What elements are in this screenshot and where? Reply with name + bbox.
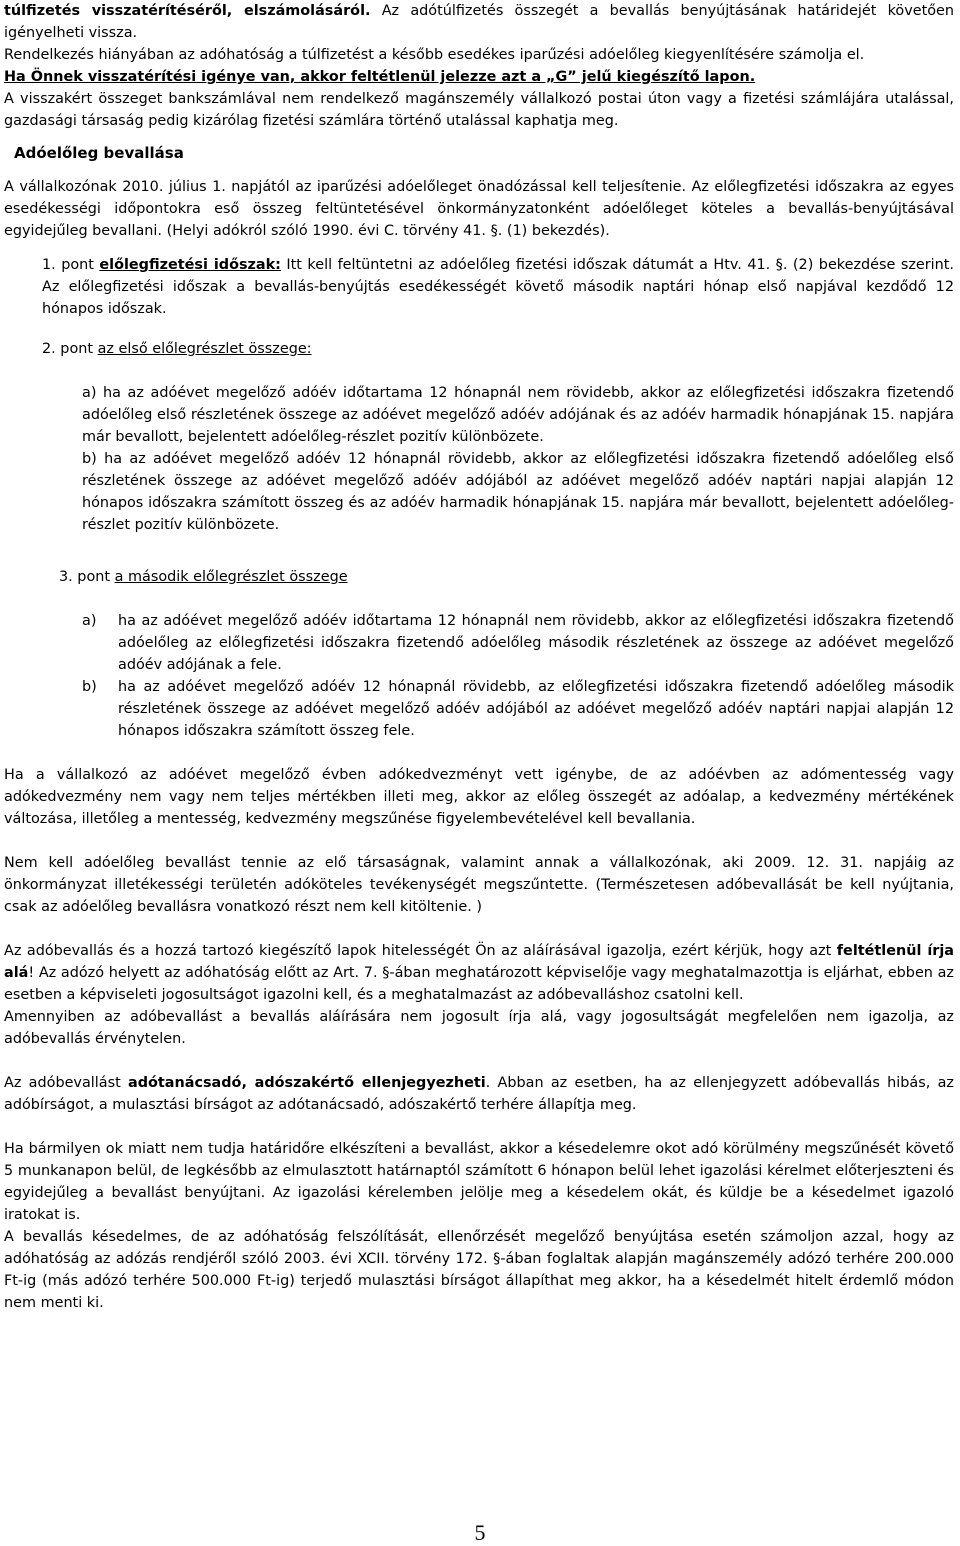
point-3-item-a-text: ha az adóévet megelőző adóév időtartama 12 hónapnál nem rövidebb, akkor az előlegfizetési időszakra fizetendő adóelőleg az előlegfizetési időszakra fizetendő adóelőleg második részletének az összege az adóévet megelőző adóév adójának a fele.	[118, 613, 954, 673]
document-page	[4, 0, 954, 1314]
point-3-item-a	[82, 610, 954, 676]
alairas-bold: feltétlenül írja alá	[4, 943, 954, 981]
point-3-item-b-text: ha az adóévet megelőző adóév 12 hónapnál rövidebb, az előlegfizetési időszakra fizetendő adóelőleg második részletének összege az adóévet megelőző adóév adójából az adóévet megelőző adóév naptári napjai alapján 12 hónapos időszakra számított összeg fele.	[118, 679, 954, 739]
intro-refund-notice: Ha Önnek visszatérítési igénye van, akkor feltétlenül jelezze azt a „G” jelű kiegészítő lapon.	[4, 69, 756, 85]
paragraph-amennyiben: Amennyiben az adóbevallást a bevallás aláírására nem jogosult írja alá, vagy jogosultságát megfelelően nem igazolja, az adóbevallás érvénytelen.	[4, 1009, 954, 1047]
point-3-list	[4, 610, 954, 742]
intro-text: Az adótúlfizetés összegét a bevallás benyújtásának határidejét követően igényelheti vissza.	[4, 3, 954, 41]
point-3-title: a második előlegrészlet összege	[114, 569, 348, 585]
point-2-item-a	[82, 382, 954, 448]
page-number: 5	[474, 1520, 486, 1545]
section-title: Adóelőleg bevallása	[14, 144, 184, 162]
alairas-text-2: ! Az adózó helyett az adóhatóság előtt az Art. 7. §-ában meghatározott képviselője vagy meghatalmazottja is eljárhat, ebben az esetben a képviseleti jogosultságot igazolni kell, és a meghatalmazást az adóbevalláshoz csatolni kell.	[4, 965, 954, 1003]
point-3-item-b	[82, 676, 954, 742]
paragraph-kedvezmeny: Ha a vállalkozó az adóévet megelőző évben adókedvezményt vett igénybe, de az adóévben az adómentesség vagy adókedvezmény nem vagy nem teljes mértékben illeti meg, akkor az előleg összegét az adóalap, a kedvezmény mértékének változása, illetőleg a mentesség, kedvezmény megszűnése figyelembevételével kell bevallania.	[4, 767, 954, 827]
paragraph-birsag: A bevallás késedelmes, de az adóhatóság felszólítását, ellenőrzését megelőző benyújtása esetén számoljon azzal, hogy az adóhatóság az adózás rendjéről szóló 2003. évi XCII. törvény 172. §-ában foglaltak alapján magánszemély adózó terhére 200.000 Ft-ig (más adózó terhére 500.000 Ft-ig) terjedő mulasztási bírságot állapíthat meg akkor, ha a késedelmét hitelt érdemlő módon nem menti ki.	[4, 1229, 954, 1311]
point-2-item-a-text: ha az adóévet megelőző adóév időtartama 12 hónapnál nem rövidebb, akkor az előlegfizetési időszakra fizetendő adóelőleg első részletének összege az adóévet megelőző adóév adójának és az adóév harmadik hónapjának 15. napjára már bevallott, bejelentett adóelőleg-részlet pozitív különbözete.	[82, 385, 954, 445]
point-3-item-a-label: a)	[82, 613, 97, 629]
point-3-number: 3. pont	[59, 569, 115, 585]
point-2-number: 2. pont	[42, 341, 98, 357]
ellenjegyzes-bold: adótanácsadó, adószakértő ellenjegyezheti	[128, 1075, 486, 1091]
paragraph-nem-kell: Nem kell adóelőleg bevallást tennie az elő társaságnak, valamint annak a vállalkozónak, aki 2009. 12. 31. napjáig az önkormányzat illetékességi területén adóköteles tevékenységét megszűntette. (Természetesen adóbevallását be kell nyújtania, csak az adóelőleg bevallásra vonatkozó részt nem kell kitöltenie. )	[4, 855, 954, 915]
ellenjegyzes-text-1: Az adóbevallást	[4, 1075, 128, 1091]
paragraph-ellenjegyzes	[4, 1072, 954, 1116]
point-2-title: az első előlegrészlet összege:	[97, 341, 312, 357]
paragraph-kesedelem: Ha bármilyen ok miatt nem tudja határidőre elkészíteni a bevallást, akkor a késedelemre okot adó körülmény megszűnését követő 5 munkanapon belül, de legkésőbb az elmulasztott határnaptól számított 6 hónapon belül lehet igazolási kérelmet előterjeszteni és egyidejűleg a bevallást benyújtani. Az igazolási kérelemben jelölje meg a késedelem okát, és küldje be a késedelmet igazoló iratokat is.	[4, 1141, 954, 1223]
alairas-text-1: Az adóbevallás és a hozzá tartozó kiegészítő lapok hitelességét Ön az aláírásával igazolja, ezért kérjük, hogy azt	[4, 943, 837, 959]
point-2-item-b-label: b)	[82, 451, 105, 467]
point-2-item-a-label: a)	[82, 385, 104, 401]
intro-paragraph-4: A visszakért összeget bankszámlával nem rendelkező magánszemély vállalkozó postai úton vagy a fizetési számlájára utalással, gazdasági társaság pedig kizárólag fizetési számlára történő utalással kaphatja meg.	[4, 91, 954, 129]
intro-paragraph-2: Rendelkezés hiányában az adóhatóság a túlfizetést a később esedékes iparűzési adóelőleg kiegyenlítésére számolja el.	[4, 47, 865, 63]
point-2	[4, 338, 954, 360]
section-paragraph: A vállalkozónak 2010. július 1. napjától az iparűzési adóelőleget önadózással kell teljesítenie. Az előlegfizetési időszakra az egyes esedékességi időpontokra eső összeg feltüntetésével önkormányzatonként adóelőleget köteles a bevallás-benyújtásával egyidejűleg bevallani. (Helyi adókról szóló 1990. évi C. törvény 41. §. (1) bekezdés).	[4, 179, 954, 239]
point-1	[4, 254, 954, 320]
point-1-number: 1. pont	[42, 257, 100, 273]
point-2-list	[4, 382, 954, 536]
intro-bold-lead: túlfizetés visszatérítéséről, elszámolásáról.	[4, 3, 371, 19]
point-1-title: előlegfizetési időszak:	[99, 257, 281, 273]
point-3	[4, 566, 954, 588]
point-1-body: Itt kell feltüntetni az adóelőleg fizetési időszak dátumát a Htv. 41. §. (2) bekezdése szerint. Az előlegfizetési időszak a bevallás-benyújtás esedékességét követő második naptári hónap első napjával kezdődő 12 hónapos időszak.	[42, 257, 954, 317]
ellenjegyzes-text-2: . Abban az esetben, ha az ellenjegyzett adóbevallás hibás, az adóbírságot, a mulasztási bírságot az adótanácsadó, adószakértő terhére állapítja meg.	[4, 1075, 954, 1113]
point-3-heading	[59, 566, 954, 588]
point-2-heading	[42, 338, 954, 360]
point-2-item-b	[82, 448, 954, 536]
paragraph-alairas	[4, 940, 954, 1006]
point-1-text	[42, 254, 954, 320]
intro-paragraph-1	[4, 0, 954, 44]
point-2-item-b-text: ha az adóévet megelőző adóév 12 hónapnál rövidebb, akkor az előlegfizetési időszakra fizetendő adóelőleg első részletének összege az adóévet megelőző adóév adójából az adóévet megelőző adóév naptári napjai alapján 12 hónapos időszakra számított összeg és az adóév harmadik hónapjának 15. napjára már bevallott, bejelentett adóelőleg-részlet pozitív különbözete.	[82, 451, 954, 533]
point-3-item-b-label: b)	[82, 679, 97, 695]
